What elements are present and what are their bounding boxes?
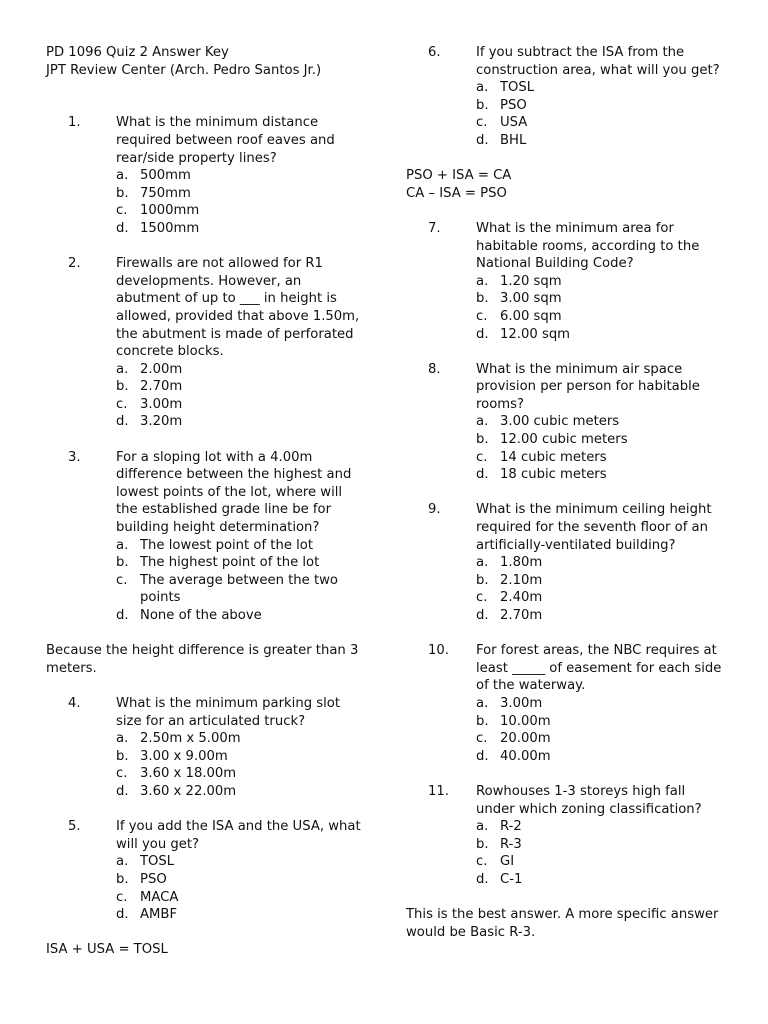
option-text: 3.00m: [500, 695, 543, 711]
question-number: 7.: [428, 220, 441, 236]
option-letter: d.: [116, 608, 129, 623]
option-letter: b.: [476, 432, 489, 448]
option-item: [116, 853, 364, 871]
option-letter: c.: [476, 854, 488, 870]
question-number: 2.: [68, 256, 81, 272]
option-text: USA: [500, 115, 528, 131]
option-item: [476, 114, 726, 132]
option-item: [476, 97, 726, 115]
question-text: What is the minimum area for habitable rooms, according to the National Building Code?: [476, 220, 700, 272]
option-text: 14 cubic meters: [500, 449, 607, 465]
option-item: [476, 607, 726, 625]
question-text: If you add the ISA and the USA, what will you get?: [116, 819, 361, 852]
answer-explanation-q11: [406, 906, 726, 941]
option-text: 3.00 sqm: [500, 291, 562, 307]
option-letter: a.: [476, 819, 489, 835]
option-item: [476, 695, 726, 713]
question-number: 3.: [68, 449, 81, 465]
option-letter: b.: [116, 555, 129, 571]
option-item: [116, 202, 364, 220]
option-letter: a.: [476, 414, 489, 430]
formula-text: CA – ISA = PSO: [406, 185, 507, 201]
option-letter: d.: [116, 783, 129, 799]
option-letter: d.: [116, 907, 129, 923]
option-text: 6.00 sqm: [500, 308, 562, 324]
option-letter: b.: [476, 572, 489, 588]
option-text: 1.80m: [500, 555, 543, 571]
option-text: MACA: [140, 889, 179, 905]
question-number: 9.: [428, 502, 441, 518]
option-text: 2.50m x 5.00m: [140, 731, 241, 747]
option-text: 2.70m: [500, 608, 543, 623]
question-text: What is the minimum distance required between roof eaves and rear/side property lines?: [116, 115, 335, 166]
option-letter: a.: [476, 695, 489, 711]
question-number: 4.: [68, 695, 81, 711]
option-item: [116, 167, 364, 185]
option-letter: d.: [476, 748, 489, 764]
option-letter: b.: [476, 836, 489, 852]
option-text: 3.00 x 9.00m: [140, 748, 228, 764]
option-letter: c.: [476, 449, 488, 465]
option-text: PSO: [140, 871, 167, 887]
option-letter: c.: [476, 115, 488, 131]
question-text: Rowhouses 1-3 storeys high fall under which zoning classification?: [476, 783, 702, 817]
option-text: 1500mm: [140, 220, 200, 236]
answer-formula-q6: [406, 167, 726, 202]
option-letter: a.: [116, 168, 129, 184]
question-number: 5.: [68, 819, 81, 835]
option-letter: a.: [116, 854, 129, 870]
question-number: 11.: [428, 783, 449, 799]
option-text: 12.00 cubic meters: [500, 432, 628, 448]
option-letter: a.: [476, 80, 489, 96]
option-item: [476, 79, 726, 97]
option-text: PSO: [500, 97, 527, 113]
question-11: [406, 783, 726, 889]
option-item: [116, 748, 364, 766]
option-item: [476, 572, 726, 590]
option-letter: b.: [116, 185, 129, 201]
option-item: [476, 326, 726, 344]
option-text: 10.00m: [500, 713, 551, 729]
option-item: [116, 185, 364, 203]
option-text: TOSL: [140, 854, 175, 870]
option-item: [476, 413, 726, 431]
question-3: [46, 449, 364, 625]
option-letter: b.: [476, 97, 489, 113]
option-letter: d.: [116, 414, 129, 430]
option-text: The lowest point of the lot: [140, 537, 314, 553]
question-text: What is the minimum air space provision per person for habitable rooms?: [476, 361, 700, 412]
left-column: [46, 44, 364, 976]
option-letter: c.: [476, 590, 488, 606]
option-item: [476, 748, 726, 766]
option-item: [476, 836, 726, 854]
option-letter: b.: [476, 713, 489, 729]
option-text: 20.00m: [500, 731, 551, 747]
option-text: 3.60 x 18.00m: [140, 766, 237, 782]
option-text: TOSL: [500, 80, 535, 96]
option-text: 2.00m: [140, 361, 183, 377]
question-text: If you subtract the ISA from the construction area, what will you get?: [476, 45, 720, 78]
option-text: 40.00m: [500, 748, 551, 764]
option-letter: c.: [476, 731, 488, 747]
option-letter: a.: [476, 273, 489, 289]
document-title: PD 1096 Quiz 2 Answer Key: [46, 45, 229, 60]
option-text: 18 cubic meters: [500, 467, 607, 483]
option-letter: c.: [116, 396, 128, 412]
question-number: 8.: [428, 361, 441, 377]
option-item: [116, 906, 364, 924]
option-text: C-1: [500, 871, 523, 887]
option-letter: a.: [116, 361, 129, 377]
option-item: [476, 713, 726, 731]
option-item: [116, 361, 364, 379]
option-letter: a.: [116, 537, 129, 553]
option-letter: b.: [476, 291, 489, 307]
option-letter: d.: [116, 220, 129, 236]
option-letter: b.: [116, 379, 129, 395]
answer-explanation-q3: [46, 642, 364, 677]
explanation-text: Because the height difference is greater than 3 meters.: [46, 643, 359, 676]
question-10: [406, 642, 726, 765]
question-7: [406, 220, 726, 343]
option-item: [476, 589, 726, 607]
option-text: The average between the two points: [140, 572, 338, 606]
option-text: 500mm: [140, 168, 191, 184]
option-item: [476, 449, 726, 467]
option-letter: a.: [476, 555, 489, 571]
option-text: The highest point of the lot: [140, 555, 320, 571]
formula-text: PSO + ISA = CA: [406, 168, 512, 184]
question-text: For forest areas, the NBC requires at least _____ of easement for each side of the waterway.: [476, 643, 722, 694]
option-letter: c.: [116, 889, 128, 905]
option-text: AMBF: [140, 907, 178, 923]
option-text: BHL: [500, 132, 527, 148]
option-item: [116, 537, 364, 555]
option-item: [116, 378, 364, 396]
option-item: [476, 466, 726, 484]
option-item: [476, 273, 726, 291]
option-text: 3.60 x 22.00m: [140, 783, 237, 799]
option-item: [476, 853, 726, 871]
option-letter: c.: [116, 572, 128, 588]
option-letter: d.: [476, 608, 489, 623]
option-letter: d.: [476, 871, 489, 887]
question-6: [406, 44, 726, 150]
question-text: What is the minimum parking slot size for an articulated truck?: [116, 695, 341, 729]
option-item: [116, 413, 364, 431]
option-text: 2.40m: [500, 590, 543, 606]
question-text: For a sloping lot with a 4.00m difference between the highest and lowest points of the lot, where will the established grade line be for building height determination?: [116, 449, 352, 536]
question-text: What is the minimum ceiling height required for the seventh floor of an artificially-ventilated building?: [476, 502, 712, 553]
question-8: [406, 361, 726, 484]
option-text: 750mm: [140, 185, 191, 201]
option-item: [116, 220, 364, 238]
question-4: [46, 695, 364, 801]
option-letter: d.: [476, 326, 489, 342]
option-text: GI: [500, 854, 515, 870]
option-text: None of the above: [140, 608, 262, 623]
option-item: [476, 818, 726, 836]
option-item: [116, 871, 364, 889]
option-letter: a.: [116, 731, 129, 747]
option-item: [116, 554, 364, 572]
option-letter: b.: [116, 871, 129, 887]
option-letter: d.: [476, 467, 489, 483]
question-1: [46, 114, 364, 237]
answer-formula-q5: [46, 941, 364, 959]
option-text: 3.00 cubic meters: [500, 414, 620, 430]
option-text: 2.70m: [140, 379, 183, 395]
option-text: 2.10m: [500, 572, 543, 588]
question-5: [46, 818, 364, 924]
option-item: [116, 572, 364, 607]
option-letter: c.: [116, 766, 128, 782]
document-subtitle: JPT Review Center (Arch. Pedro Santos Jr.): [46, 62, 322, 78]
option-item: [116, 730, 364, 748]
option-letter: c.: [476, 308, 488, 324]
right-column: [406, 44, 726, 959]
option-item: [476, 554, 726, 572]
option-item: [476, 431, 726, 449]
option-text: R-3: [500, 836, 522, 852]
option-item: [476, 290, 726, 308]
option-text: 3.20m: [140, 414, 183, 430]
option-text: 1.20 sqm: [500, 273, 562, 289]
formula-text: ISA + USA = TOSL: [46, 942, 168, 958]
option-item: [116, 607, 364, 625]
option-letter: c.: [116, 203, 128, 219]
explanation-text: This is the best answer. A more specific answer would be Basic R-3.: [406, 907, 719, 940]
question-text: Firewalls are not allowed for R1 developments. However, an abutment of up to ___ in height is allowed, provided that above 1.50m, the abutment is made of perforated concrete blocks.: [116, 256, 360, 360]
option-item: [116, 396, 364, 414]
option-text: 3.00m: [140, 396, 183, 412]
option-item: [116, 765, 364, 783]
question-9: [406, 501, 726, 624]
question-number: 1.: [68, 115, 81, 131]
question-2: [46, 255, 364, 431]
option-item: [476, 132, 726, 150]
question-number: 6.: [428, 45, 441, 60]
option-text: R-2: [500, 819, 522, 835]
option-item: [476, 871, 726, 889]
option-item: [116, 889, 364, 907]
option-text: 12.00 sqm: [500, 326, 571, 342]
option-letter: d.: [476, 132, 489, 148]
option-item: [476, 730, 726, 748]
option-item: [476, 308, 726, 326]
question-number: 10.: [428, 643, 449, 659]
option-item: [116, 783, 364, 801]
option-letter: b.: [116, 748, 129, 764]
option-text: 1000mm: [140, 203, 200, 219]
